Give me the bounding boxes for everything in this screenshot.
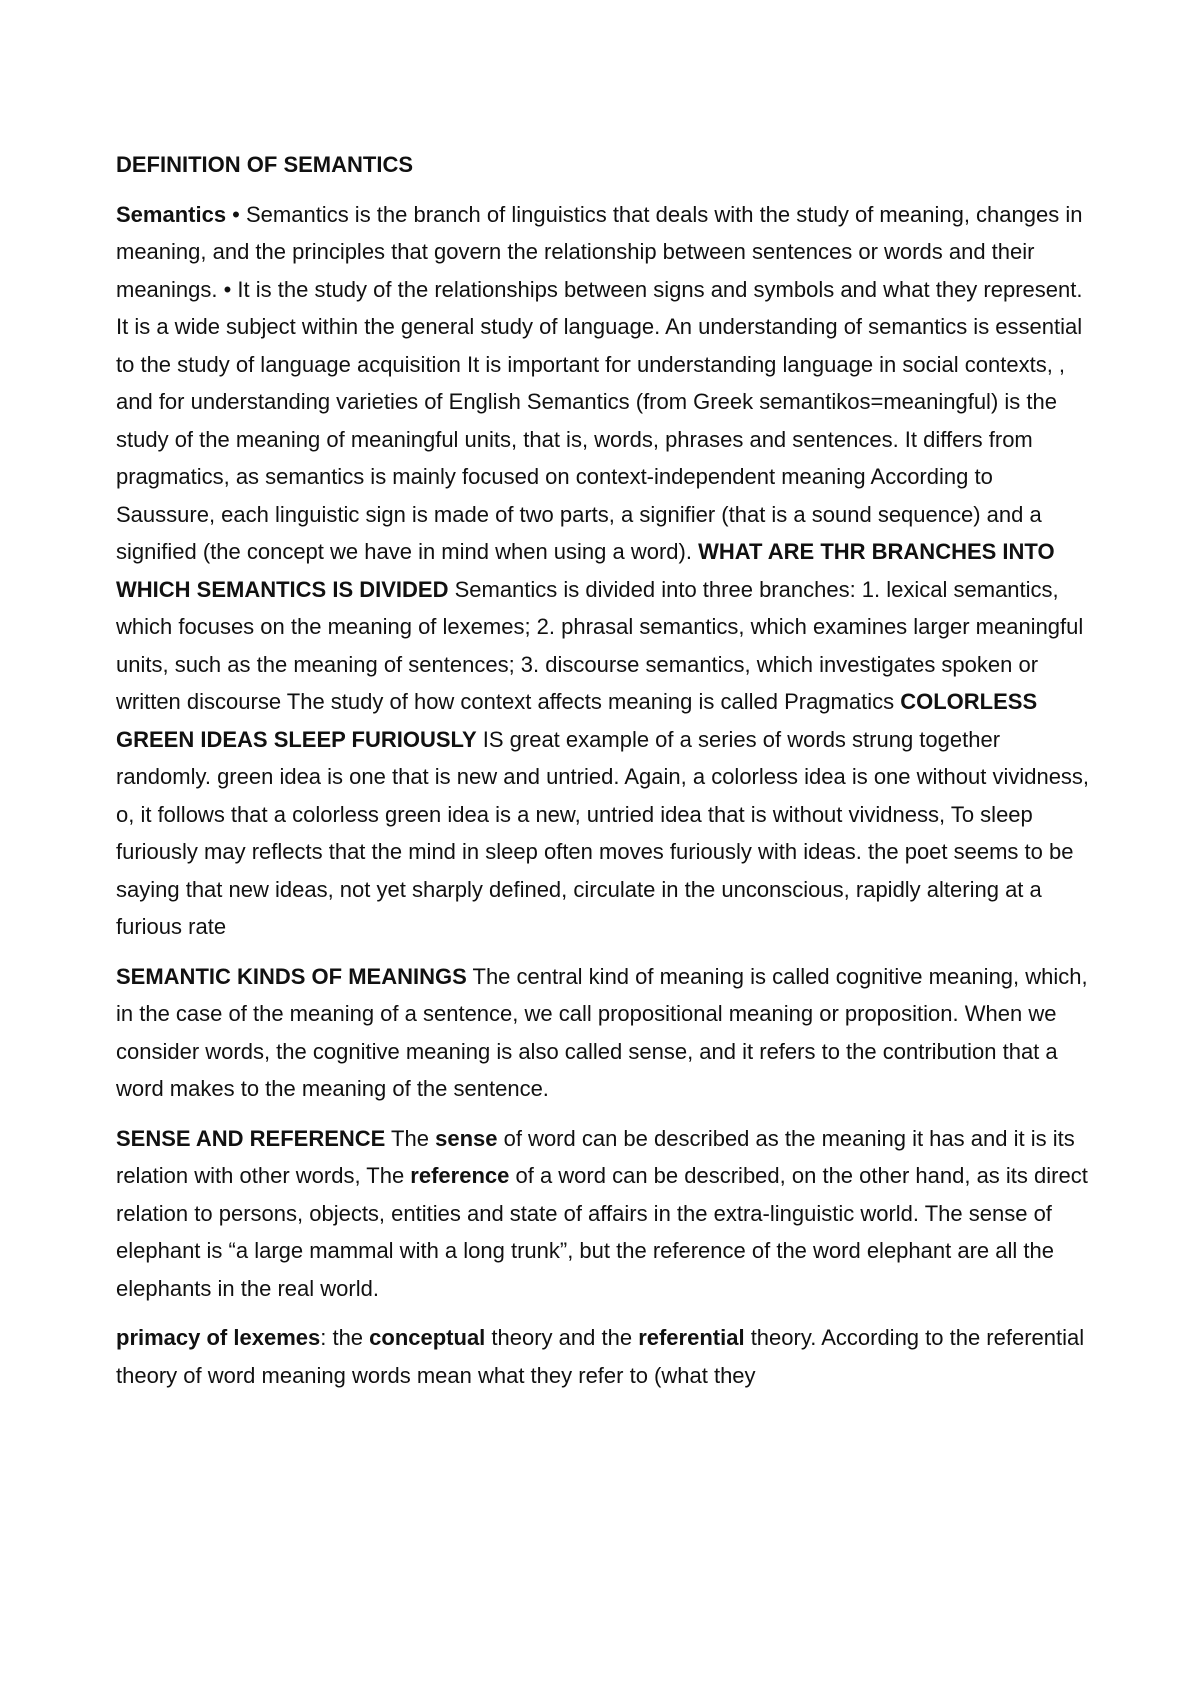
paragraph-text: The central kind of meaning is called cognitive meaning, which, in the case of the meaning of a sentence, we call propositional meaning or proposition. When we consider words, the cognitive meaning is also called sense, and it refers to the contribution that a word makes to the meaning of the sentence. xyxy=(116,963,1088,1101)
paragraph-lead: Semantics xyxy=(116,201,227,227)
paragraph-text: theory and the xyxy=(485,1325,639,1350)
document-body xyxy=(116,146,1096,1406)
paragraph-text: Semantics is divided into three branches: 1. lexical semantics, which focuses on the meaning of lexemes; 2. phrasal semantics, which examines larger meaningful units, such as the meaning of sentences; 3. discourse semantics, which investigates spoken or written discourse The study of how context affects meaning is called Pragmatics xyxy=(116,576,1084,714)
paragraph-primacy-of-lexemes xyxy=(116,1319,1096,1394)
paragraph-text: of word can be described as the meaning it has and it is its relation with other words, The xyxy=(116,1125,1075,1188)
term-referential: referential xyxy=(638,1325,745,1350)
paragraph-text: theory. According to the referential theory of word meaning words mean what they refer to (what they xyxy=(116,1325,1085,1388)
paragraph-definition xyxy=(116,196,1096,946)
paragraph-text: : the xyxy=(320,1325,370,1350)
paragraph-text: • Semantics is the branch of linguistics that deals with the study of meaning, changes in meaning, and the principles that govern the relationship between sentences or words and their meanings. • It is the study of the relationships between signs and symbols and what they represent. It is a wide subject within the general study of language. An understanding of semantics is essential to the study of language acquisition It is important for understanding language in social contexts, , and for understanding varieties of English Semantics (from Greek semantikos=meaningful) is the study of the meaning of meaningful units, that is, words, phrases and sentences. It differs from pragmatics, as semantics is mainly focused on context-independent meaning According to Saussure, each linguistic sign is made of two parts, a signifier (that is a sound sequence) and a signified (the concept we have in mind when using a word). xyxy=(116,201,1083,564)
inline-heading-branches: WHAT ARE THR BRANCHES INTO WHICH SEMANTICS IS DIVIDED xyxy=(116,539,1055,602)
paragraph-kinds-of-meanings xyxy=(116,958,1096,1108)
paragraph-text: IS great example of a series of words strung together randomly. green idea is one that is new and untried. Again, a colorless idea is one without vividness, o, it follows that a colorless green idea is a new, untried idea that is without vividness, To sleep furiously may reflects that the mind in sleep often moves furiously with ideas. the poet seems to be saying that new ideas, not yet sharply defined, circulate in the unconscious, rapidly altering at a furious rate xyxy=(116,726,1090,939)
term-sense: sense xyxy=(435,1125,498,1151)
paragraph-lead: primacy of lexemes xyxy=(116,1325,321,1350)
inline-heading-colorless: COLORLESS GREEN IDEAS SLEEP FURIOUSLY xyxy=(116,689,1038,752)
paragraph-text: The xyxy=(385,1125,436,1151)
term-conceptual: conceptual xyxy=(369,1325,486,1350)
paragraph-sense-and-reference xyxy=(116,1120,1096,1308)
term-reference: reference xyxy=(410,1163,510,1188)
document-title: DEFINITION OF SEMANTICS xyxy=(116,152,413,177)
paragraph-text: of a word can be described, on the other hand, as its direct relation to persons, objects, entities and state of affairs in the extra-linguistic world. The sense of elephant is “a large mammal with a long trunk”, but the reference of the word elephant are all the elephants in the real world. xyxy=(116,1163,1088,1301)
paragraph-lead: SENSE AND REFERENCE xyxy=(116,1125,386,1151)
paragraph-lead: SEMANTIC KINDS OF MEANINGS xyxy=(116,963,467,989)
